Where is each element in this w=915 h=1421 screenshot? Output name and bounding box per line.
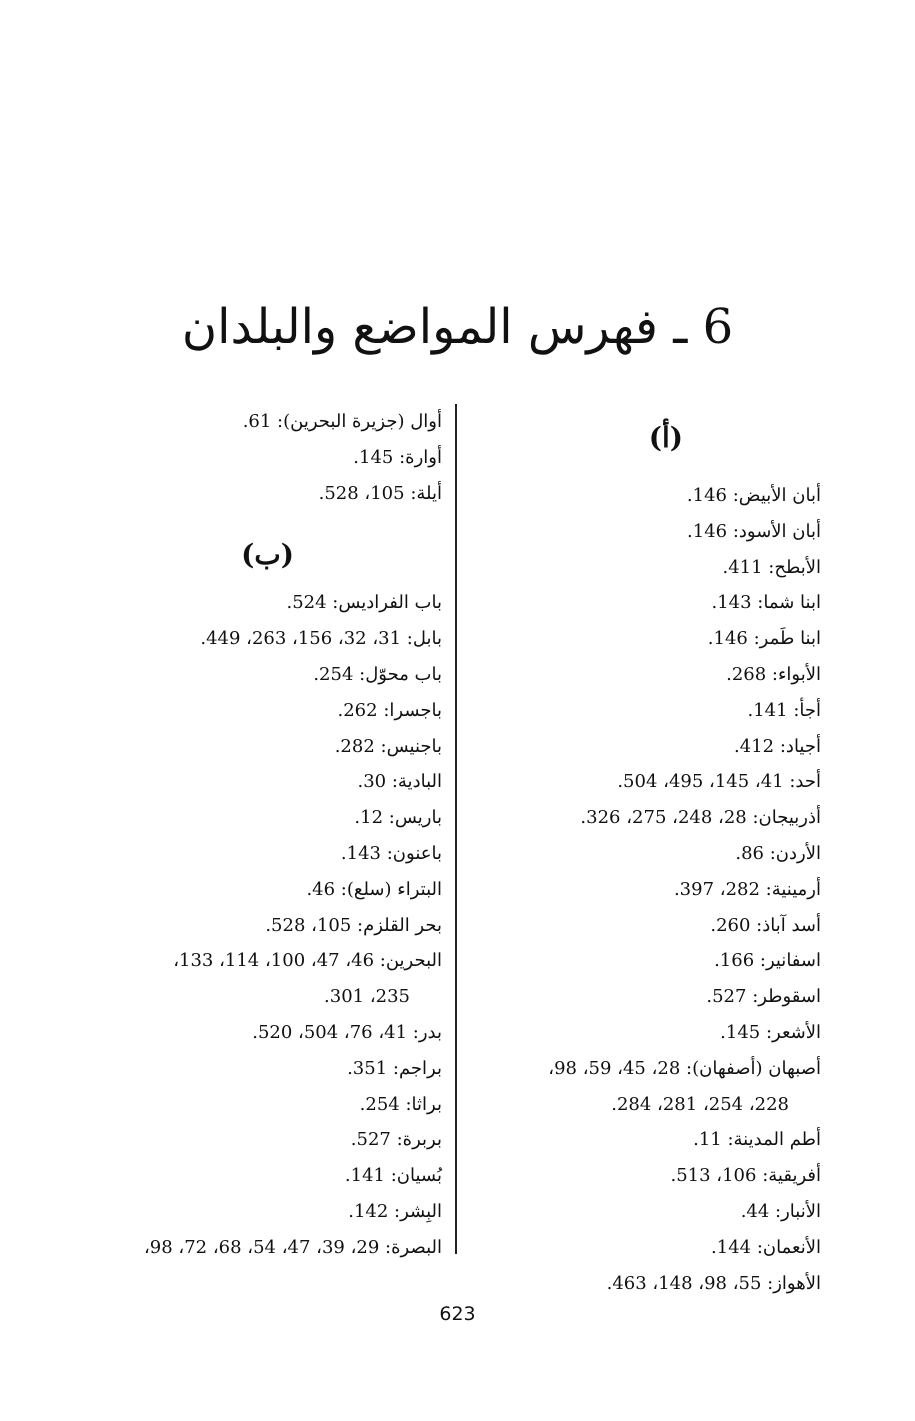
index-entry: باب الفراديس: 524. [286,592,442,614]
index-entry-continuation: 235، 301. [324,986,410,1008]
index-entry: أسد آباذ: 260. [710,914,821,936]
index-entry: أوال (جزيرة البحرين): 61. [242,411,442,432]
index-entry: بحر القلزم: 105، 528. [265,914,442,936]
index-entry: الأشعر: 145. [720,1021,821,1043]
index-entry: براثا: 254. [359,1093,442,1115]
index-entry: الأبواء: 268. [726,663,821,685]
index-entry: أصبهان (أصفهان): 28، 45، 59، 98، [548,1057,821,1079]
index-entry: أطم المدينة: 11. [693,1129,821,1151]
index-entry: الأنبار: 44. [740,1200,821,1222]
index-column-left [42,404,442,1266]
index-entry-continuation: 228، 254، 281، 284. [611,1093,789,1115]
index-entry: الأهواز: 55، 98، 148، 463. [606,1272,821,1294]
index-entry: الأبطح: 411. [722,556,821,578]
index-entry: باريس: 12. [354,807,442,829]
index-entry: أوارة: 145. [353,446,442,468]
index-entry: البِشر: 142. [348,1200,442,1222]
page-number: 623 [439,1303,476,1325]
index-entry: اسقوطر: 527. [706,986,821,1008]
index-entry: الأردن: 86. [735,842,821,864]
index-entry: باجنيس: 282. [334,735,442,757]
index-entry: ابنا طَمر: 146. [707,628,821,650]
page-title: 6 ـ فهرس المواضع والبلدان [181,299,734,355]
index-entry: أيلة: 105، 528. [318,482,442,504]
index-entry: ابنا شما: 143. [711,592,821,614]
index-entry: أجأ: 141. [747,699,821,721]
index-entry: باعنون: 143. [340,842,442,864]
index-entry: براجم: 351. [347,1057,442,1079]
section-heading-baa: (ب) [241,538,294,572]
index-entry: الأنعمان: 144. [711,1236,821,1258]
index-entry: باب محوّل: 254. [313,663,442,685]
index-entry: أجياد: 412. [734,735,821,757]
index-entry: أحد: 41، 145، 495، 504. [617,771,821,793]
index-entry: بابل: 31، 32، 156، 263، 449. [200,628,442,650]
index-entry: بربرة: 527. [350,1129,442,1151]
index-entry: البحرين: 46، 47، 100، 114، 133، [173,950,442,972]
index-entry: اسفانير: 166. [714,950,821,972]
section-heading-alif: (أ) [648,421,683,454]
index-entry: أبان الأسود: 146. [687,520,821,542]
column-divider [455,404,457,1254]
index-column-right [466,404,821,1301]
index-entry: البصرة: 29، 39، 47، 54، 68، 72، 98، [143,1236,442,1258]
index-entry: البادية: 30. [357,771,442,793]
index-entry: أبان الأبيض: 146. [686,485,821,506]
index-entry: أذربيجان: 28، 248، 275، 326. [580,807,821,829]
index-entry: باجسرا: 262. [337,699,442,721]
index-entry: بدر: 41، 76، 504، 520. [252,1021,442,1043]
index-entry: أفريقية: 106، 513. [670,1165,821,1187]
index-entry: بُسيان: 141. [344,1165,442,1187]
index-entry: أرمينية: 282، 397. [673,878,821,900]
index-entry: البتراء (سلع): 46. [306,878,442,900]
